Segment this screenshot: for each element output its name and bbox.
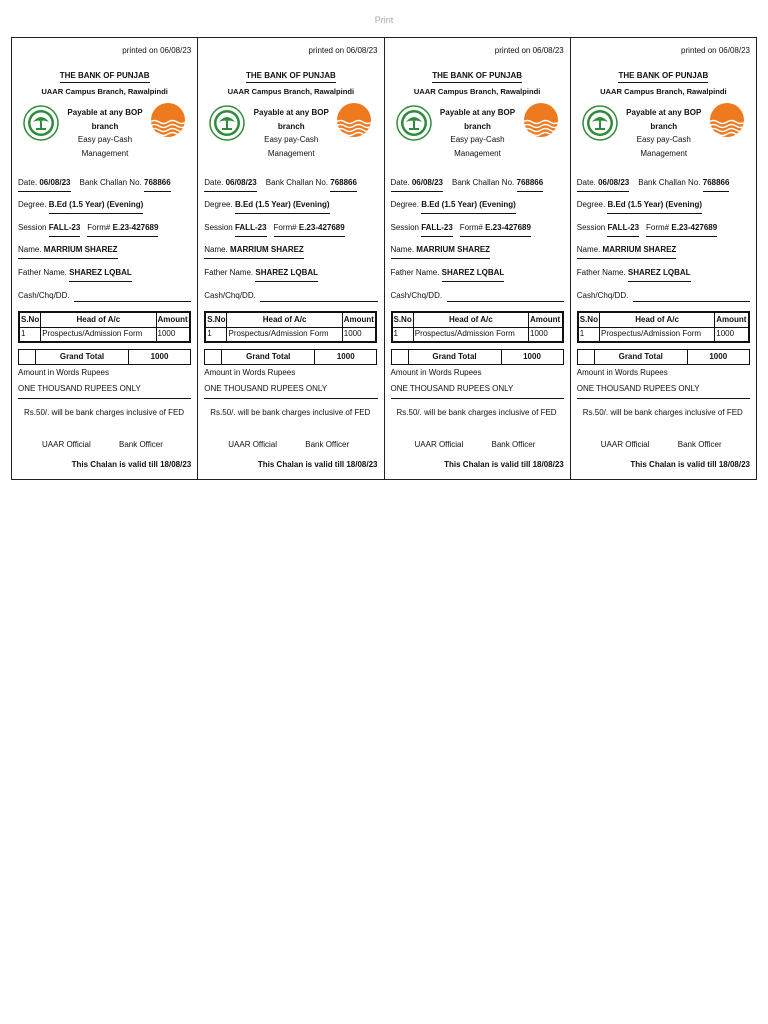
bank-charges-note: Rs.50/. will be bank charges inclusive of FED — [210, 408, 371, 417]
easy-pay-text: Easy pay-Cash Management — [77, 135, 133, 158]
bank-officer-sign: Bank Officer — [677, 440, 722, 449]
date-row: Date. 06/08/23 Bank Challan No. 768866 — [391, 178, 544, 192]
grand-total-table — [18, 349, 191, 365]
amount-words: ONE THOUSAND RUPEES ONLY — [204, 384, 328, 393]
col-amount: Amount — [156, 312, 190, 327]
bop-sun-icon — [709, 102, 745, 138]
branch-name: UAAR Campus Branch, Rawalpindi — [413, 87, 541, 96]
bank-officer-sign: Bank Officer — [119, 440, 163, 449]
col-head: Head of A/c — [413, 312, 528, 327]
name-row: Name. MARRIUM SHAREZ — [204, 245, 304, 259]
session-row: Session FALL-23 Form# E.23-427689 — [391, 223, 531, 237]
bop-sun-icon — [336, 102, 372, 138]
words-line — [204, 398, 377, 399]
amount-words: ONE THOUSAND RUPEES ONLY — [390, 384, 514, 393]
fee-table — [577, 311, 750, 343]
payable-text: Payable at any BOP branch — [439, 108, 516, 131]
date-row: Date. 06/08/23 Bank Challan No. 768866 — [18, 178, 171, 192]
bank-officer-sign: Bank Officer — [491, 440, 536, 449]
col-sno: S.No — [578, 312, 600, 327]
grand-total-value: 1000 — [315, 350, 377, 365]
col-sno: S.No — [205, 312, 227, 327]
bank-name: THE BANK OF PUNJAB — [198, 71, 383, 83]
payable-text: Payable at any BOP branch — [67, 108, 143, 131]
uaar-official-sign: UAAR Official — [228, 440, 278, 449]
validity-note: This Chalan is valid till 18/08/23 — [444, 460, 564, 469]
col-sno: S.No — [19, 312, 41, 327]
challan-copy — [198, 38, 384, 479]
grand-total-value: 1000 — [129, 350, 191, 365]
cash-chq-row: Cash/Chq/DD. — [204, 291, 256, 300]
bop-sun-icon — [150, 102, 186, 138]
date-row: Date. 06/08/23 Bank Challan No. 768866 — [204, 178, 357, 192]
uaar-official-sign: UAAR Official — [42, 440, 91, 449]
grand-total-label: Grand Total — [408, 350, 501, 365]
session-row: Session FALL-23 Form# E.23-427689 — [204, 223, 344, 237]
amount-words-label: Amount in Words Rupees — [576, 368, 668, 377]
easy-pay-text: Easy pay-Cash Management — [264, 135, 319, 158]
grand-total-value: 1000 — [501, 350, 563, 365]
grand-total-value: 1000 — [687, 350, 749, 365]
uaar-emblem-icon — [209, 105, 245, 141]
table-row: 1 Prospectus/Admission Form 1000 — [19, 327, 190, 342]
validity-note: This Chalan is valid till 18/08/23 — [630, 460, 750, 469]
degree-row: Degree. B.Ed (1.5 Year) (Evening) — [391, 200, 516, 214]
degree-row: Degree. B.Ed (1.5 Year) (Evening) — [18, 200, 143, 214]
grand-total-table — [577, 349, 750, 365]
bank-charges-note: Rs.50/. will be bank charges inclusive of FED — [396, 408, 557, 417]
table-row: 1 Prospectus/Admission Form 1000 — [205, 327, 376, 342]
session-row: Session FALL-23 Form# E.23-427689 — [577, 223, 717, 237]
fee-table — [391, 311, 564, 343]
uaar-emblem-icon — [582, 105, 618, 141]
words-line — [391, 398, 564, 399]
grand-total-label: Grand Total — [222, 350, 315, 365]
uaar-official-sign: UAAR Official — [414, 440, 464, 449]
grand-total-label: Grand Total — [594, 350, 687, 365]
cash-line — [633, 301, 750, 302]
payable-text: Payable at any BOP branch — [626, 108, 702, 131]
grand-total-label: Grand Total — [36, 350, 129, 365]
grand-total-table — [204, 349, 377, 365]
cash-line — [260, 301, 377, 302]
uaar-emblem-icon — [23, 105, 59, 141]
father-name-row: Father Name. SHAREZ LQBAL — [391, 268, 505, 282]
easy-pay-text: Easy pay-Cash Management — [450, 135, 505, 158]
amount-words: ONE THOUSAND RUPEES ONLY — [18, 384, 141, 393]
branch-name: UAAR Campus Branch, Rawalpindi — [227, 87, 355, 96]
col-head: Head of A/c — [41, 312, 156, 327]
printed-date: printed on 06/08/23 — [122, 46, 192, 55]
session-row: Session FALL-23 Form# E.23-427689 — [18, 223, 158, 237]
challan-sheet — [11, 37, 757, 480]
validity-note: This Chalan is valid till 18/08/23 — [71, 460, 192, 469]
words-line — [577, 398, 750, 399]
challan-copy — [12, 38, 198, 479]
father-name-row: Father Name. SHAREZ LQBAL — [577, 268, 691, 282]
challan-copy — [385, 38, 571, 479]
bank-name: THE BANK OF PUNJAB — [571, 71, 756, 83]
uaar-official-sign: UAAR Official — [600, 440, 650, 449]
printed-date: printed on 06/08/23 — [308, 46, 378, 55]
bop-sun-icon — [523, 102, 559, 138]
grand-total-table — [391, 349, 564, 365]
fee-table — [204, 311, 377, 343]
col-amount: Amount — [715, 312, 749, 327]
branch-name: UAAR Campus Branch, Rawalpindi — [600, 87, 727, 96]
cash-line — [447, 301, 564, 302]
words-line — [18, 398, 191, 399]
easy-pay-text: Easy pay-Cash Management — [636, 135, 691, 158]
degree-row: Degree. B.Ed (1.5 Year) (Evening) — [204, 200, 329, 214]
table-row: 1 Prospectus/Admission Form 1000 — [392, 327, 563, 342]
col-sno: S.No — [392, 312, 414, 327]
col-head: Head of A/c — [227, 312, 342, 327]
col-amount: Amount — [529, 312, 563, 327]
payable-text: Payable at any BOP branch — [253, 108, 329, 131]
cash-chq-row: Cash/Chq/DD. — [18, 291, 70, 300]
bank-name: THE BANK OF PUNJAB — [12, 71, 197, 83]
uaar-emblem-icon — [396, 105, 432, 141]
father-name-row: Father Name. SHAREZ LQBAL — [18, 268, 132, 282]
amount-words: ONE THOUSAND RUPEES ONLY — [576, 384, 700, 393]
bank-charges-note: Rs.50/. will be bank charges inclusive of FED — [24, 408, 185, 417]
bank-charges-note: Rs.50/. will be bank charges inclusive of FED — [582, 408, 743, 417]
amount-words-label: Amount in Words Rupees — [204, 368, 296, 377]
cash-chq-row: Cash/Chq/DD. — [390, 291, 443, 300]
printed-date: printed on 06/08/23 — [494, 46, 564, 55]
table-row: 1 Prospectus/Admission Form 1000 — [578, 327, 749, 342]
bank-name: THE BANK OF PUNJAB — [385, 71, 570, 83]
bank-officer-sign: Bank Officer — [305, 440, 350, 449]
cash-chq-row: Cash/Chq/DD. — [576, 291, 629, 300]
name-row: Name. MARRIUM SHAREZ — [391, 245, 491, 259]
col-amount: Amount — [342, 312, 376, 327]
name-row: Name. MARRIUM SHAREZ — [577, 245, 677, 259]
amount-words-label: Amount in Words Rupees — [18, 368, 110, 377]
printed-date: printed on 06/08/23 — [681, 46, 750, 55]
name-row: Name. MARRIUM SHAREZ — [18, 245, 118, 259]
col-head: Head of A/c — [599, 312, 714, 327]
amount-words-label: Amount in Words Rupees — [390, 368, 482, 377]
fee-table — [18, 311, 191, 343]
branch-name: UAAR Campus Branch, Rawalpindi — [41, 87, 168, 96]
validity-note: This Chalan is valid till 18/08/23 — [257, 460, 378, 469]
degree-row: Degree. B.Ed (1.5 Year) (Evening) — [577, 200, 702, 214]
cash-line — [74, 301, 191, 302]
date-row: Date. 06/08/23 Bank Challan No. 768866 — [577, 178, 730, 192]
challan-copy — [571, 38, 756, 479]
print-link[interactable]: Print — [374, 15, 394, 25]
father-name-row: Father Name. SHAREZ LQBAL — [204, 268, 318, 282]
